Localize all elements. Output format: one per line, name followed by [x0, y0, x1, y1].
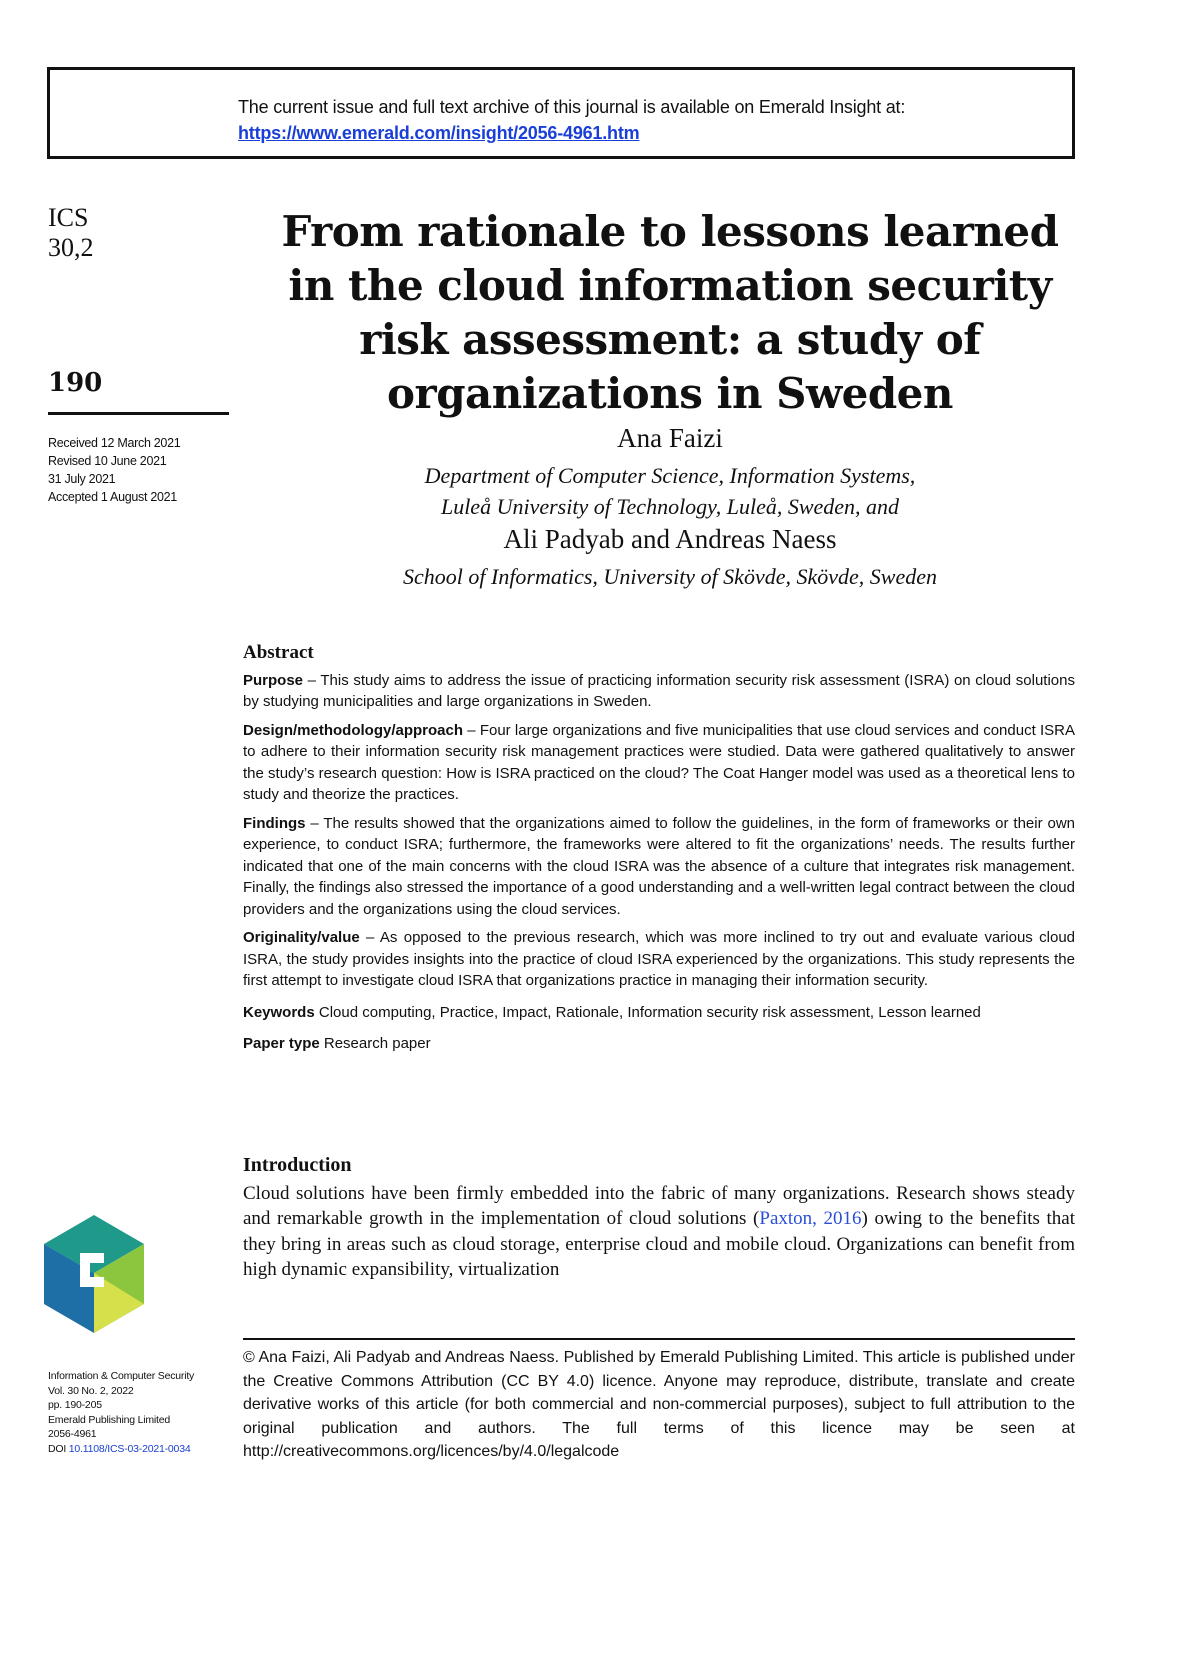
keywords-label: Keywords [243, 1003, 315, 1021]
author-affiliation: School of Informatics, University of Skövde, Skövde, Sweden [403, 564, 937, 589]
pub-pages: pp. 190-205 [48, 1399, 102, 1411]
article-title [230, 205, 1110, 421]
availability-text: The current issue and full text archive of this journal is available on Emerald Insight at: [238, 97, 906, 117]
purpose-text: – This study aims to address the issue of practicing information security risk assessment (ISRA) on cloud solutions by studying municipalities and large organizations in Sweden. [243, 671, 1075, 710]
citation-link[interactable]: Paxton, 2016 [759, 1208, 862, 1229]
availability-box [47, 67, 1075, 159]
intro-text: ) owing to the benefits that they bring in areas such as cloud storage, enterprise cloud and mobile cloud. Organizations can benefit from high dynamic expansibility, virtualization [243, 1208, 1075, 1280]
pub-issn: 2056-4961 [48, 1428, 97, 1440]
abstract-heading: Abstract [243, 642, 314, 663]
papertype-text: Research paper [319, 1035, 431, 1052]
keywords [243, 1002, 1075, 1024]
journal-code [48, 203, 94, 263]
article-history [48, 434, 180, 506]
introduction-heading: Introduction [243, 1154, 352, 1176]
abstract-purpose [243, 670, 1075, 713]
abstract-originality [243, 927, 1075, 992]
author-name: Ana Faizi [617, 423, 723, 453]
abstract-findings [243, 813, 1075, 921]
design-text: – Four large organizations and five municipalities that use cloud services and conduct ISRA to adhere to their information security risk management practices were studied. Data were gathered qualitatively to answer the study’s research question: How is ISRA practiced on the cloud? The Coat Hanger model was used as a theoretical lens to study and theorize the practices. [243, 721, 1075, 803]
license-divider [243, 1338, 1075, 1340]
introduction-section [243, 1153, 1075, 1283]
pub-journal: Information & Computer Security [48, 1370, 195, 1382]
title-line: organizations in Sweden [387, 369, 953, 418]
history-received: Received 12 March 2021 [48, 436, 181, 450]
keywords-text: Cloud computing, Practice, Impact, Rationale, Information security risk assessment, Lesson learned [314, 1003, 981, 1021]
purpose-label: Purpose [243, 671, 304, 689]
emerald-cube-logo-icon [44, 1215, 144, 1333]
title-line: in the cloud information security [288, 261, 1052, 310]
pub-doi [48, 1442, 194, 1457]
volume-issue: 30,2 [48, 233, 94, 262]
pub-publisher: Emerald Publishing Limited [48, 1413, 171, 1426]
title-line: From rationale to lessons learned [281, 207, 1059, 256]
originality-label: Originality/value [243, 929, 360, 946]
design-label: Design/methodology/approach [243, 721, 464, 739]
author-affiliation [230, 460, 1110, 522]
abstract-design [243, 720, 1075, 806]
author-name: Ali Padyab and Andreas Naess [503, 524, 837, 554]
findings-label: Findings [243, 814, 306, 832]
sidebar-divider [48, 412, 229, 415]
doi-link[interactable]: 10.1108/ICS-03-2021-0034 [68, 1442, 191, 1455]
papertype-label: Paper type [243, 1035, 320, 1052]
page-number: 190 [48, 368, 103, 398]
originality-text: – As opposed to the previous research, which was more inclined to try out and evaluate various cloud ISRA, the study provides insights into the practice of cloud ISRA experienced by the organizations. This study represents the first attempt to investigate cloud ISRA that organizations practice in managing their information security. [243, 929, 1075, 989]
intro-text: Cloud solutions have been firmly embedded into the fabric of many organizations. Research shows steady and remarkable growth in the implementation of cloud solutions ( [243, 1182, 1075, 1229]
journal-abbrev: ICS [48, 203, 89, 232]
pub-volume: Vol. 30 No. 2, 2022 [48, 1384, 134, 1397]
abstract-section [243, 642, 1075, 1062]
license-statement: © Ana Faizi, Ali Padyab and Andreas Naess. Published by Emerald Publishing Limited. This article is published under the Creative Commons Attribution (CC BY 4.0) licence. Anyone may reproduce, distribute, translate and create derivative works of this article (for both commercial and non-commercial purposes), subject to full attribution to the original publication and authors. The full terms of this licence may be seen at http://creativecommons.org/licences/by/4.0/legalcode [243, 1349, 1075, 1460]
paper-type [243, 1033, 1075, 1055]
journal-url-link[interactable]: https://www.emerald.com/insight/2056-4961.htm [238, 123, 640, 143]
publication-info [48, 1369, 194, 1456]
history-accepted: Accepted 1 August 2021 [48, 490, 177, 504]
doi-label: DOI [48, 1442, 69, 1455]
affiliation-line: Department of Computer Science, Information Systems, [424, 463, 916, 488]
introduction-paragraph [243, 1181, 1075, 1283]
affiliation-line: Luleå University of Technology, Luleå, Sweden, and [440, 494, 900, 519]
title-line: risk assessment: a study of [359, 315, 981, 364]
availability-notice [238, 94, 905, 146]
history-revised: Revised 10 June 2021 [48, 454, 167, 468]
history-revised-2: 31 July 2021 [48, 472, 116, 486]
findings-text: – The results showed that the organizations aimed to follow the guidelines, in the form of frameworks or their own experience, to conduct ISRA; furthermore, the frameworks were altered to fit the organizations’ needs. The results further indicated that one of the main concerns with the cloud ISRA was the absence of a culture that integrates risk management. Finally, the findings also stressed the importance of a good understanding and a well-written legal contract between the cloud providers and the organizations using the cloud services. [243, 814, 1075, 918]
